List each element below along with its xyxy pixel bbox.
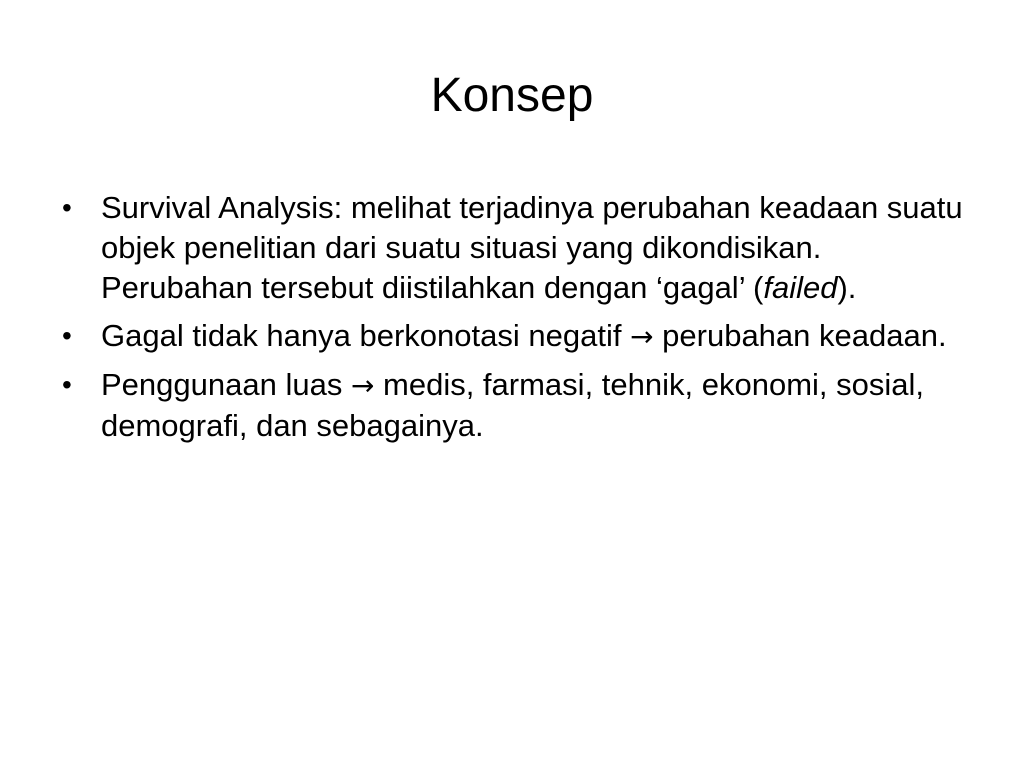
arrow-right-icon: →: [350, 369, 375, 402]
slide-title: Konsep: [430, 69, 594, 122]
bullet-text-end: ).: [837, 270, 857, 305]
arrow-right-icon: →: [630, 320, 654, 353]
bullet-dot-icon: •: [62, 192, 72, 223]
bullet-item-survival-analysis: [60, 188, 980, 308]
bullet-text-end: perubahan keadaan.: [653, 318, 947, 353]
bullet-item-gagal: [60, 316, 980, 357]
bullet-text: Survival Analysis: melihat terjadinya perubahan keadaan suatu objek penelitian dari suatu situasi yang dikondisikan. Perubahan tersebut diistilahkan dengan ‘gagal’ (: [101, 190, 963, 305]
bullet-text: Gagal tidak hanya berkonotasi negatif: [101, 318, 631, 353]
bullet-italic-text: failed: [763, 270, 838, 305]
bullet-list: [60, 188, 980, 454]
bullet-item-penggunaan: [60, 365, 980, 446]
bullet-text-end: medis, farmasi, tehnik, ekonomi, sosial, demografi, dan sebagainya.: [101, 367, 925, 443]
bullet-dot-icon: •: [62, 320, 72, 351]
bullet-dot-icon: •: [62, 369, 72, 400]
bullet-text: Penggunaan luas: [101, 367, 351, 402]
